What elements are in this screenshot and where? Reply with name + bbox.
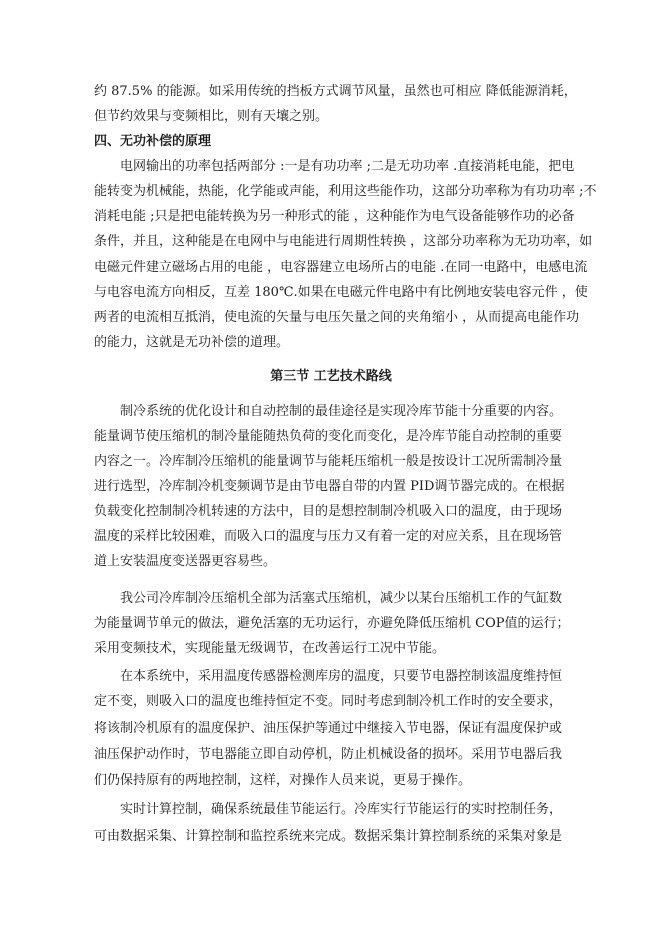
text-line: 采用变频技术，实现能量无级调节，在改善运行工况中节能。: [94, 641, 446, 656]
text-line: 能量调节使压缩机的制冷量能随热负荷的变化而变化，是冷库节能自动控制的重要: [94, 429, 563, 444]
text-line: 电网输出的功率包括两部分 :一是有功功率 ;二是无功功率 .直接消耗电能，把电: [120, 159, 575, 174]
text-line: 与电容电流方向相反，互差 180℃.如果在电磁元件电路中有比例地安装电容元件 ，使: [94, 285, 588, 300]
text-line: 道上安装温度变送器更容易些。: [94, 554, 277, 569]
text-line: 两者的电流相互抵消，使电流的矢量与电压矢量之间的夹角缩小 ，从而提高电能作功: [94, 310, 580, 325]
text-line: 电磁元件建立磁场占用的电能 ，电容器建立电场所占的电能 .在同一电路中，电感电流: [94, 260, 588, 275]
text-line: 进行选型，冷库制冷机变频调节是由节电器自带的内置 PID调节器完成的。在根据: [94, 479, 565, 494]
text-line: 为能量调节单元的做法，避免活塞的无功运行，亦避免降低压缩机 COP值的运行；: [94, 616, 570, 631]
text-line: 实时计算控制，确保系统最佳节能运行。冷库实行节能运行的实时控制任务，: [120, 802, 563, 817]
text-line: 条件，并且，这种能是在电网中与电能进行周期性转换 ，这部分功率称为无功功率，如: [94, 234, 593, 249]
text-line: 们仍保持原有的两地控制，这样，对操作人员来说，更易于操作。: [94, 773, 472, 788]
text-line: 消耗电能 ;只是把电能转换为另一种形式的能 ，这种能作为电气设备能够作功的必备: [94, 209, 575, 224]
text-line: 我公司冷库制冷压缩机全部为活塞式压缩机，减少以某台压缩机工作的气缸数: [120, 591, 563, 606]
text-line: 定不变，则吸入口的温度也维持恒定不变。同时考虑到制冷机工作时的安全要求，: [94, 694, 563, 709]
text-line: 但节约效果与变频相比，则有天壤之别。: [94, 109, 329, 124]
text-line: 制冷系统的优化设计和自动控制的最佳途径是实现冷库节能十分重要的内容。: [120, 404, 563, 419]
text-line: 能转变为机械能，热能，化学能或声能，利用这些能作功，这部分功率称为有功功率 ;不: [94, 184, 597, 199]
text-line: 将该制冷机原有的温度保护、油压保护等通过中继接入节电器，保证有温度保护或: [94, 721, 563, 736]
section-title: 第三节 工艺技术路线: [270, 369, 392, 384]
text-line: 油压保护动作时，节电器能立即自动停机，防止机械设备的损坏。采用节电器后我: [94, 747, 563, 762]
text-line: 内容之一。冷库制冷压缩机的能量调节与能耗压缩机一般是按设计工况所需制冷量: [94, 454, 563, 469]
text-line: 可由数据采集、计算控制和监控系统来完成。数据采集计算控制系统的采集对象是: [94, 829, 563, 844]
text-line: 约 87.5% 的能源。如采用传统的挡板方式调节风量，虽然也可相应 降低能源消耗，: [94, 84, 577, 99]
section-heading: 四、无功补偿的原理: [94, 134, 212, 149]
text-line: 负载变化控制制冷机转速的方法中，目的是想控制制冷机吸入口的温度，由于现场: [94, 504, 563, 519]
text-line: 温度的采样比较困难，而吸入口的温度与压力又有着一定的对应关系，且在现场管: [94, 529, 563, 544]
text-line: 的能力，这就是无功补偿的道理。: [94, 335, 290, 350]
text-line: 在本系统中，采用温度传感器检测库房的温度，只要节电器控制该温度维持恒: [120, 669, 563, 684]
